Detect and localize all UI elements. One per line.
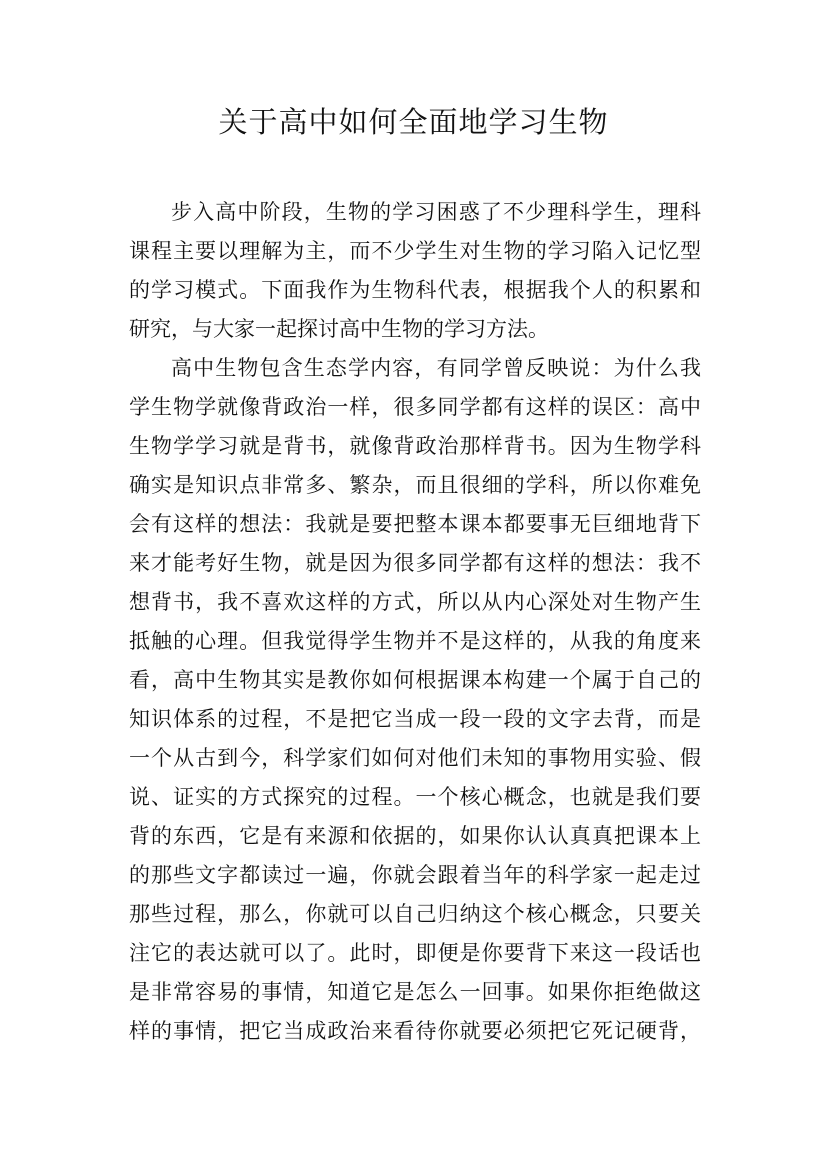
- text-line: 的那些文字都读过一遍，你就会跟着当年的科学家一起走过: [129, 863, 701, 887]
- text-line: 步入高中阶段，生物的学习困惑了不少理科学生，理科: [171, 200, 701, 224]
- text-line: 的学习模式。下面我作为生物科代表，根据我个人的积累和: [129, 278, 701, 302]
- text-line: 学生物学就像背政治一样，很多同学都有这样的误区：高中: [129, 395, 701, 419]
- text-line: 知识体系的过程，不是把它当成一段一段的文字去背，而是: [129, 707, 701, 731]
- paragraph-2: [129, 349, 701, 1051]
- text-line: 抵触的心理。但我觉得学生物并不是这样的，从我的角度来: [129, 629, 701, 653]
- paragraph-1: [129, 193, 701, 349]
- text-line: 那些过程，那么，你就可以自己归纳这个核心概念，只要关: [129, 902, 701, 926]
- text-line: 一个从古到今，科学家们如何对他们未知的事物用实验、假: [129, 746, 701, 770]
- text-line: 背的东西，它是有来源和依据的，如果你认认真真把课本上: [129, 824, 701, 848]
- text-line: 课程主要以理解为主，而不少学生对生物的学习陷入记忆型: [129, 239, 701, 263]
- text-line: 高中生物包含生态学内容，有同学曾反映说：为什么我: [171, 356, 701, 380]
- text-line: 来才能考好生物，就是因为很多同学都有这样的想法：我不: [129, 551, 701, 575]
- text-line: 样的事情，把它当成政治来看待你就要必须把它死记硬背，: [129, 1019, 701, 1043]
- text-line: 研究，与大家一起探讨高中生物的学习方法。: [129, 317, 549, 341]
- text-line: 确实是知识点非常多、繁杂，而且很细的学科，所以你难免: [129, 473, 701, 497]
- text-line: 注它的表达就可以了。此时，即便是你要背下来这一段话也: [129, 941, 701, 965]
- text-line: 看，高中生物其实是教你如何根据课本构建一个属于自己的: [129, 668, 701, 692]
- document-title: 关于高中如何全面地学习生物: [218, 105, 609, 139]
- text-line: 想背书，我不喜欢这样的方式，所以从内心深处对生物产生: [129, 590, 701, 614]
- text-line: 会有这样的想法：我就是要把整本课本都要事无巨细地背下: [129, 512, 701, 536]
- document-body: [129, 193, 701, 1051]
- text-line: 说、证实的方式探究的过程。一个核心概念，也就是我们要: [129, 785, 701, 809]
- text-line: 是非常容易的事情，知道它是怎么一回事。如果你拒绝做这: [129, 980, 701, 1004]
- text-line: 生物学学习就是背书，就像背政治那样背书。因为生物学科: [129, 434, 701, 458]
